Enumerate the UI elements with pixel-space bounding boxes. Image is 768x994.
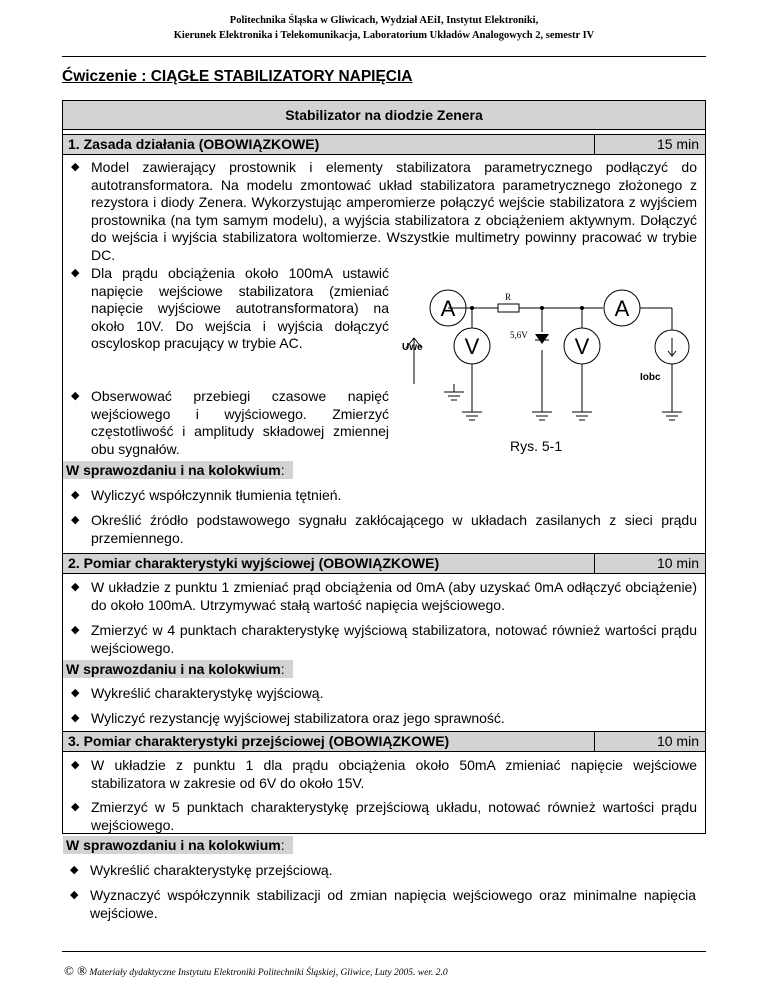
bullet-text: W układzie z punktu 1 dla prądu obciążenia około 50mA zmieniać napięcie wejściowe stabilizatora w zakresie od 6V do około 15V.	[91, 757, 697, 791]
input-voltage-label: Uwe	[402, 342, 423, 353]
bullet-icon: ◆	[71, 712, 80, 724]
header-rule	[62, 56, 706, 57]
bullet-text: Wykreślić charakterystykę przejściową.	[90, 862, 333, 878]
ammeter-out-label: A	[614, 296, 630, 321]
list-item	[70, 887, 696, 922]
load-current-label: Iobc	[640, 372, 661, 383]
bullet-text: W układzie z punktu 1 zmieniać prąd obciążenia od 0mA (aby uzyskać 0mA odłączyć obciążenie) do około 100mA. Utrzymywać stałą wartość napięcia wejściowego.	[91, 579, 697, 613]
section-2-header	[63, 553, 705, 574]
bullet-icon: ◆	[70, 889, 79, 901]
section-1-time: 15 min	[656, 136, 699, 152]
bullet-text: Wyliczyć rezystancję wyjściowej stabilizatora oraz jego sprawność.	[91, 710, 505, 726]
section-1-header	[63, 134, 705, 155]
exercise-box	[62, 100, 706, 834]
bullet-icon: ◆	[71, 161, 80, 173]
resistor-label: R	[504, 292, 512, 302]
ground-icon	[662, 412, 682, 420]
section-2-name: 2. Pomiar charakterystyki wyjściowej (OBOWIĄZKOWE)	[63, 554, 595, 573]
bullet-text: Wyznaczyć współczynnik stabilizacji od zmian napięcia wejściowego oraz minimalne napięcia wejściowe.	[90, 887, 696, 921]
voltmeter-out-label: V	[574, 334, 590, 359]
bullet-text: Zmierzyć w 4 punktach charakterystykę wyjściową stabilizatora, notować również wartości prądu wejściowego.	[91, 622, 697, 656]
header-line-2: Kierunek Elektronika i Telekomunikacja, Laboratorium Układów Analogowych 2, semestr IV	[173, 30, 595, 41]
bullet-icon: ◆	[71, 489, 80, 501]
list-item	[71, 579, 697, 614]
section-3-name: 3. Pomiar charakterystyki przejściowej (OBOWIĄZKOWE)	[63, 732, 595, 751]
report-colon: :	[280, 837, 285, 853]
box-title: Stabilizator na diodzie Zenera	[63, 101, 705, 130]
figure-caption: Rys. 5-1	[510, 438, 563, 454]
report-label: W sprawozdaniu i na kolokwium	[66, 462, 281, 478]
voltmeter-in-label: V	[464, 334, 480, 359]
list-item	[71, 159, 697, 264]
document-header	[0, 13, 768, 43]
list-item	[71, 622, 697, 657]
bullet-text: Model zawierający prostownik i elementy stabilizatora parametrycznego podłączyć do autotransformatora. Na modelu zmontować układ stabilizatora parametrycznego złożonego z rezystora i diody Zenera. Wykorzystując amperomierze połączyć wejście stabilizatora z wyjściem prostownika (na tym samym modelu), a wyjścia stabilizatora z obciążeniem aktywnym. Dołączyć do wejścia i wyjścia stabilizatora woltomierze. Wszystkie multimetry powinny pracować w trybie DC.	[91, 159, 697, 263]
header-line-1: Politechnika Śląska w Gliwicach, Wydział AEiI, Instytut Elektroniki,	[229, 15, 539, 26]
bullet-icon: ◆	[71, 624, 80, 636]
ground-icon	[532, 412, 552, 420]
ammeter-in-label: A	[440, 296, 456, 321]
bullet-text: Obserwować przebiegi czasowe napięć wejściowego i wyjściowego. Zmierzyć częstotliwość i amplitudy składowej zmiennej obu sygnałów.	[91, 388, 389, 457]
section-3-header	[63, 731, 705, 752]
bullet-icon: ◆	[71, 390, 80, 402]
ground-icon	[462, 412, 482, 420]
report-heading	[63, 660, 293, 678]
bullet-text: Określić źródło podstawowego sygnału zakłócającego w układach zasilanych z sieci prądu przemiennego.	[91, 512, 697, 546]
list-item	[71, 799, 697, 834]
ground-icon	[572, 412, 592, 420]
bullet-icon: ◆	[71, 267, 80, 279]
bullet-text: Zmierzyć w 5 punktach charakterystykę przejściową układu, notować również wartości prądu wejściowego.	[91, 799, 697, 833]
bullet-icon: ◆	[71, 581, 80, 593]
bullet-icon: ◆	[70, 864, 79, 876]
bullet-icon: ◆	[71, 801, 80, 813]
report-heading	[63, 461, 293, 479]
list-item	[71, 388, 389, 458]
list-item	[71, 265, 389, 353]
report-colon: :	[280, 462, 285, 478]
list-item	[70, 862, 696, 880]
page-title: Ćwiczenie : CIĄGŁE STABILIZATORY NAPIĘCIA	[62, 68, 413, 85]
list-item	[71, 487, 697, 505]
report-label: W sprawozdaniu i na kolokwium	[66, 837, 281, 853]
list-item	[71, 512, 697, 547]
footer-rule	[62, 951, 706, 952]
section-3-time: 10 min	[656, 733, 699, 749]
list-item	[71, 757, 697, 792]
list-item	[71, 710, 697, 728]
bullet-icon: ◆	[71, 687, 80, 699]
report-heading	[63, 836, 293, 854]
bullet-text: Dla prądu obciążenia około 100mA ustawić napięcie wejściowe stabilizatora (zmieniać napięcie wyjściowe autotransformatora) na około 10V. Do wejścia i wyjścia dołączyć oscyloskop pracujący w trybie AC.	[91, 265, 389, 351]
ground-icon	[444, 384, 464, 400]
bullet-icon: ◆	[71, 759, 80, 771]
circuit-diagram	[392, 278, 702, 428]
page-footer	[64, 963, 448, 979]
copyright-symbols: © ®	[64, 963, 88, 978]
zener-label: 5,6V	[510, 330, 528, 340]
bullet-text: Wykreślić charakterystykę wyjściową.	[91, 685, 324, 701]
section-1-name: 1. Zasada działania (OBOWIĄZKOWE)	[63, 135, 595, 154]
section-2-time: 10 min	[656, 555, 699, 571]
bullet-text: Wyliczyć współczynnik tłumienia tętnień.	[91, 487, 342, 503]
footer-text: Materiały dydaktyczne Instytutu Elektroniki Politechniki Śląskiej, Gliwice, Luty 2005. wer. 2.0	[89, 968, 448, 978]
resistor-symbol	[498, 304, 519, 312]
list-item	[71, 685, 697, 703]
bullet-icon: ◆	[71, 514, 80, 526]
report-colon: :	[280, 661, 285, 677]
report-label: W sprawozdaniu i na kolokwium	[66, 661, 281, 677]
zener-diode-symbol	[535, 334, 549, 344]
